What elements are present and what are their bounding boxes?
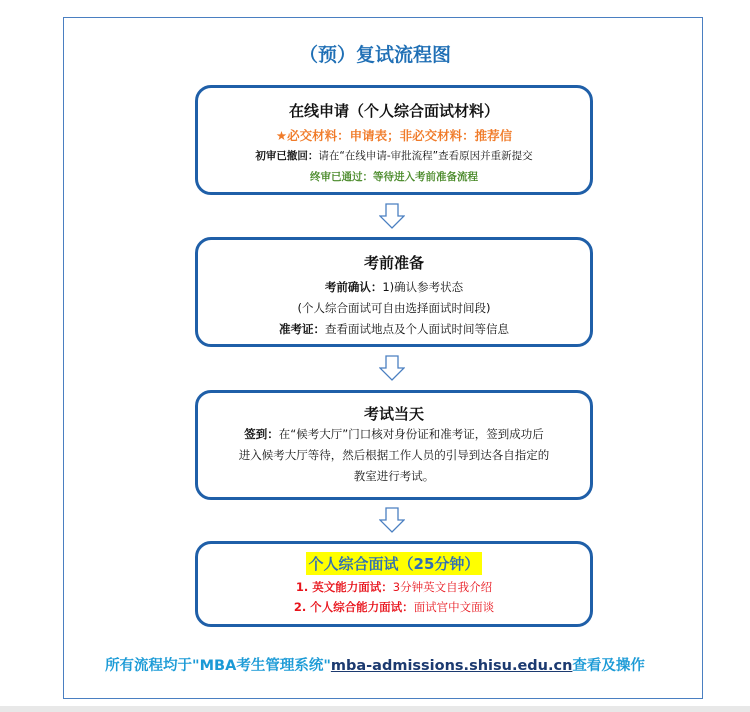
step-interview xyxy=(195,541,593,627)
footer-suffix: 查看及操作 xyxy=(572,658,645,674)
step4-item1-text: 3分钟英文自我介绍 xyxy=(392,580,493,594)
down-arrow-icon xyxy=(379,507,405,533)
down-arrow-icon xyxy=(379,203,405,229)
step-exam-day xyxy=(195,390,593,500)
step4-heading: 个人综合面试（25分钟） xyxy=(306,552,483,575)
step-exam-preparation xyxy=(195,237,593,347)
step4-item2-label: 2. 个人综合能力面试： xyxy=(293,600,414,614)
step2-ticket-text: 查看面试地点及个人面试时间等信息 xyxy=(325,322,509,336)
bottom-strip xyxy=(0,706,750,712)
step3-line3: 教室进行考试。 xyxy=(353,469,435,483)
step3-line2: 进入候考大厅等待，然后根据工作人员的引导到达各自指定的 xyxy=(238,448,550,462)
step1-materials: ★必交材料：申请表；非必交材料：推荐信 xyxy=(275,128,513,143)
step2-confirm-label: 考前确认： xyxy=(324,280,383,294)
step3-line1: 在“候考大厅”门口核对身份证和准考证，签到成功后 xyxy=(278,427,544,441)
step2-confirm-text: 1)确认参考状态 xyxy=(382,280,464,294)
step1-withdrawn-label: 初审已撤回： xyxy=(255,150,319,162)
step4-item1-label: 1. 英文能力面试： xyxy=(295,580,393,594)
step1-passed: 终审已通过：等待进入考前准备流程 xyxy=(310,171,478,183)
footer-note xyxy=(0,654,750,675)
admissions-link[interactable]: mba-admissions.shisu.edu.cn xyxy=(330,658,573,674)
footer-prefix: 所有流程均于"MBA考生管理系统" xyxy=(105,658,331,674)
step1-withdrawn-text: 请在“在线申请-审批流程”查看原因并重新提交 xyxy=(318,150,533,162)
step3-signin-label: 签到： xyxy=(244,427,279,441)
step2-note: (个人综合面试可自由选择面试时间段) xyxy=(297,301,491,315)
step4-item2-text: 面试官中文面谈 xyxy=(413,600,495,614)
page-title: （预）复试流程图 xyxy=(298,44,451,66)
step1-heading: 在线申请（个人综合面试材料） xyxy=(288,102,499,120)
step2-heading: 考前准备 xyxy=(363,254,424,272)
step-online-application xyxy=(195,85,593,195)
step2-ticket-label: 准考证： xyxy=(279,322,325,336)
step3-heading: 考试当天 xyxy=(363,405,424,423)
down-arrow-icon xyxy=(379,355,405,381)
